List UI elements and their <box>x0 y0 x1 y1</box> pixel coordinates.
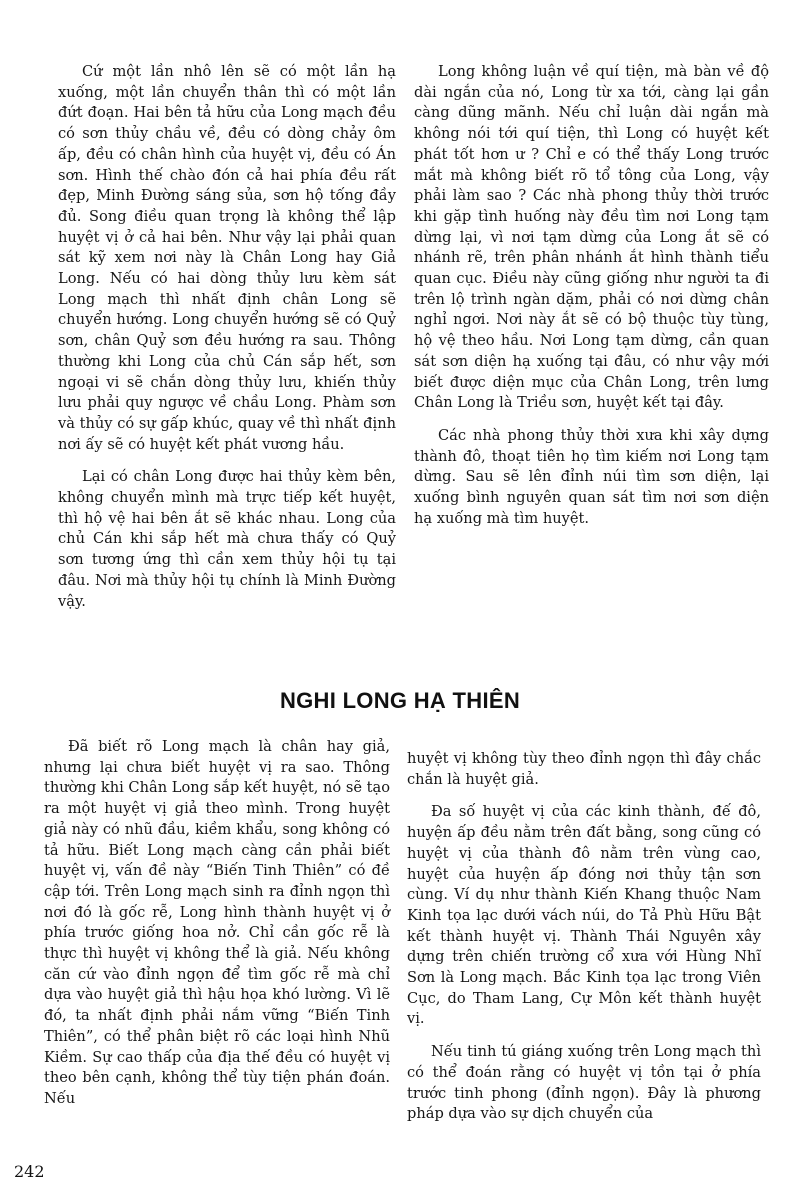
paragraph-continuation: huyệt vị không tùy theo đỉnh ngọn thì đây chắc chắn là huyệt giả. <box>407 750 761 788</box>
page-number: 242 <box>14 1162 45 1181</box>
bottom-right-column <box>407 749 761 1137</box>
paragraph: Lại có chân Long được hai thủy kèm bên, không chuyển mình mà trực tiếp kết huyệt, thì hộ vệ hai bên ắt sẽ khác nhau. Long của chủ Cán khi sắp hết mà chưa thấy có Quỷ sơn tương ứng thì cần xem thủy hội tụ tại đâu. Nơi mà thủy hội tụ chính là Minh Đường vậy. <box>58 468 396 610</box>
paragraph: Nếu tinh tú giáng xuống trên Long mạch thì có thể đoán rằng có huyệt vị tồn tại ở phía trước tinh phong (đỉnh ngọn). Đây là phương pháp dựa vào sự dịch chuyển của <box>407 1043 761 1123</box>
paragraph: Đa số huyệt vị của các kinh thành, đế đô, huyện ấp đều nằm trên đất bằng, song cũng có huyệt vị của thành đô nằm trên vùng cao, huyệt của huyện ấp đóng nơi thủy tận sơn cùng. Ví dụ như thành Kiến Khang thuộc Nam Kinh tọa lạc dưới vách núi, do Tả Phù Hữu Bật kết thành huyệt vị. Thành Thái Nguyên xây dựng trên chiến trường cổ xưa với Hùng Nhĩ Sơn là Long mạch. Bắc Kinh tọa lạc trong Viên Cục, do Tham Lang, Cự Môn kết thành huyệt vị. <box>407 803 761 1028</box>
paragraph: Long không luận về quí tiện, mà bàn về độ dài ngắn của nó, Long từ xa tới, càng lại gần càng dũng mãnh. Nếu chỉ luận dài ngắn mà không nói tới quí tiện, thì Long có huyệt kết phát tốt hơn ư ? Chỉ e có thể thấy Long trước mắt mà không biết rõ tổ tông của Long, vậy phải làm sao ? Các nhà phong thủy thời trước khi gặp tình huống này đều tìm nơi Long tạm dừng lại, vì nơi tạm dừng của Long ắt sẽ có nhánh rẽ, trên phân nhánh ắt hình thành tiểu quan cục. Điều này cũng giống như người ta đi trên lộ trình ngàn dặm, phải có nơi dừng chân nghỉ ngơi. Nơi này ắt sẽ có bộ thuộc tùy tùng, hộ vệ theo hầu. Nơi Long tạm dừng, cần quan sát sơn diện hạ xuống tại đâu, có như vậy mới biết được diện mục của Chân Long, trên lưng Chân Long là Triều sơn, huyệt kết tại đây. <box>414 63 769 412</box>
bottom-left-column <box>44 737 390 1122</box>
section-title: NGHI LONG HẠ THIÊN <box>279 688 521 713</box>
top-right-column <box>414 62 769 541</box>
top-left-column <box>58 62 396 624</box>
paragraph: Cứ một lần nhô lên sẽ có một lần hạ xuống, một lần chuyển thân thì có một lần đứt đoạn. Hai bên tả hữu của Long mạch đều có sơn thủy chầu về, đều có dòng chảy ôm ấp, đều có chân hình của huyệt vị, đều có Án sơn. Hình thế chào đón cả hai phía đều rất đẹp, Minh Đường sáng sủa, sơn hộ tống đầy đủ. Song điều quan trọng là không thể lập huyệt vị ở cả hai bên. Như vậy lại phải quan sát kỹ xem nơi này là Chân Long hay Giả Long. Nếu có hai dòng thủy lưu kèm sát Long mạch thì nhất định chân Long sẽ chuyển hướng. Long chuyển hướng sẽ có Quỷ sơn, chân Quỷ sơn đều hướng ra sau. Thông thường khi Long của chủ Cán sắp hết, sơn ngoại vi sẽ chắn dòng thủy lưu, khiến thủy lưu phải quy ngược về chầu Long. Phàm sơn và thủy có sự gấp khúc, quay về thì nhất định nơi ấy sẽ có huyệt kết phát vương hầu. <box>58 63 396 453</box>
paragraph: Đã biết rõ Long mạch là chân hay giả, nhưng lại chưa biết huyệt vị ra sao. Thông thường khi Chân Long sắp kết huyệt, nó sẽ tạo ra một huyệt vị giả theo mình. Trong huyệt giả này có nhũ đầu, kiềm khẩu, song không có tả hữu. Biết Long mạch càng cần phải biết huyệt vị, vấn đề này “Biến Tinh Thiên” có đề cập tới. Trên Long mạch sinh ra đỉnh ngọn thì nơi đó là gốc rễ, Long hình thành huyệt vị ở phía trước giống hoa nở. Chỉ cần gốc rễ là thực thì huyệt vị không thể là giả. Nếu không căn cứ vào đỉnh ngọn để tìm gốc rễ mà chỉ dựa vào huyệt giả thì hậu họa khó lường. Vì lẽ đó, ta nhất định phải nắm vững “Biến Tinh Thiên”, có thể phân biệt rõ các loại hình Nhũ Kiềm. Sự cao thấp của địa thế đều có huyệt vị theo bên cạnh, không thể tùy tiện phán đoán. Nếu <box>44 738 390 1107</box>
paragraph: Các nhà phong thủy thời xưa khi xây dựng thành đô, thoạt tiên họ tìm kiếm nơi Long tạm dừng. Sau sẽ lên đỉnh núi tìm sơn diện, lại xuống bình nguyên quan sát tìm nơi sơn diện hạ xuống mà tìm huyệt. <box>414 426 769 527</box>
